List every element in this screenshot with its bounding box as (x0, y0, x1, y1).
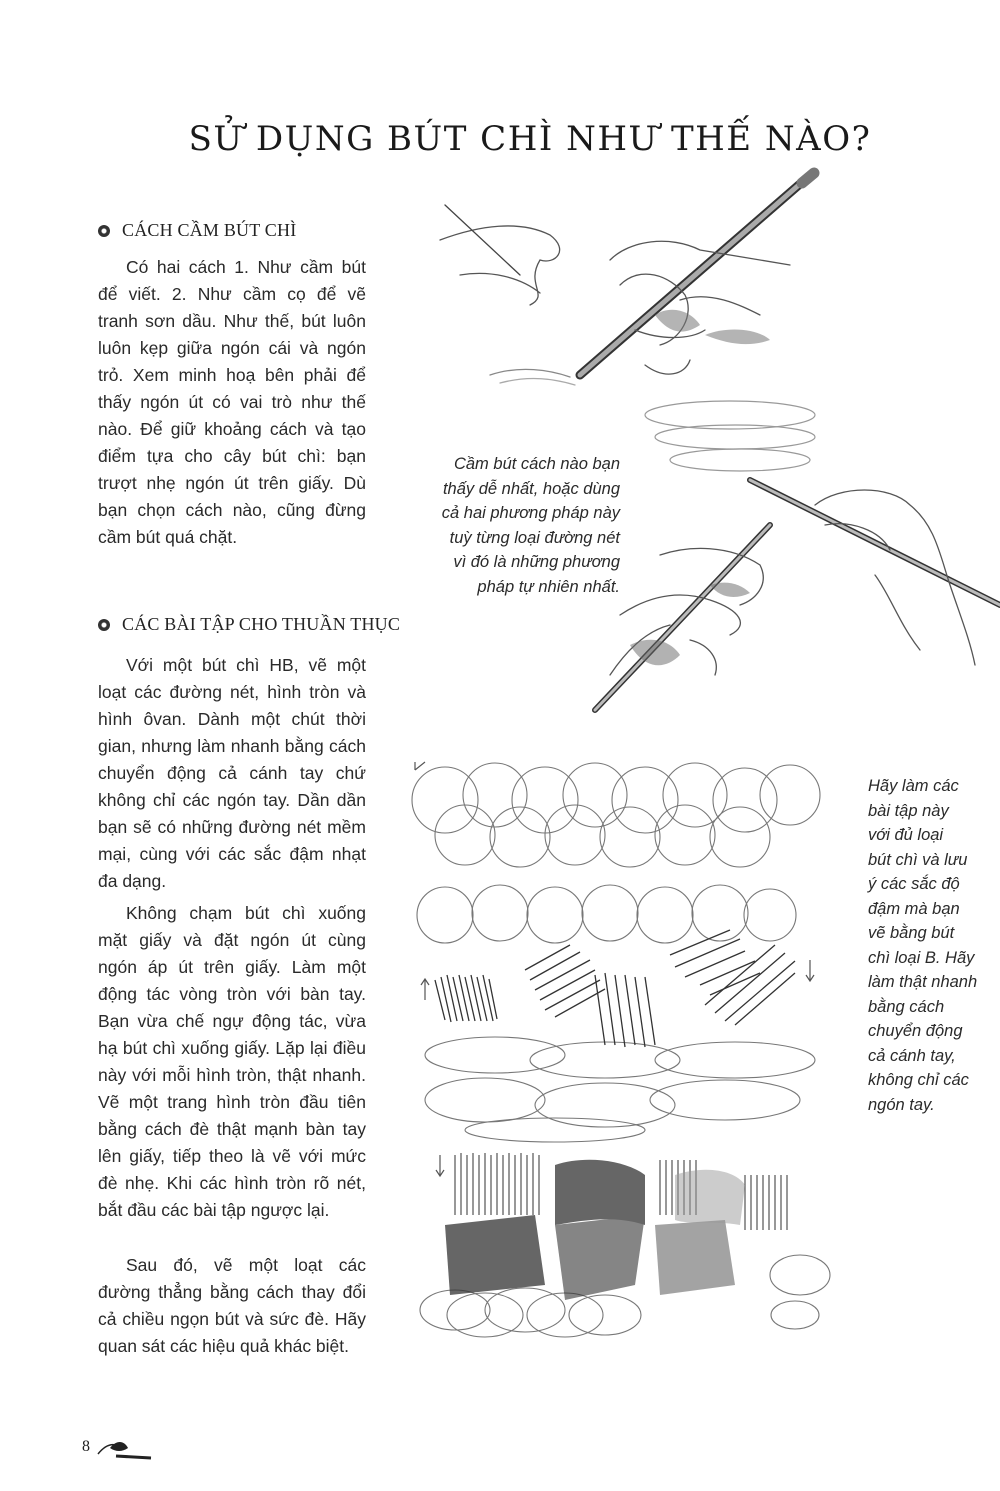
paragraph-holding-pencil: Có hai cách 1. Như cầm bút để viết. 2. Như cầm cọ để vẽ tranh sơn dầu. Như thế, bút luôn luôn kẹp giữa ngón cái và ngón trỏ. Xem minh hoạ bên phải để thấy ngón út có vai trò như thế nào. Để giữ khoảng cách và tạo điểm tựa cho cây bút chì: bạn trượt nhẹ ngón út trên giấy. Dù bạn chọn cách nào, cũng đừng cầm bút quá chặt. (98, 257, 366, 547)
caption-line: với đủ loại (868, 826, 944, 844)
page-number: 8 (82, 1438, 90, 1455)
section-heading-holding-pencil (98, 220, 296, 241)
pencil-ornament-icon (96, 1434, 156, 1464)
caption-line: cả hai phương pháp này (441, 504, 620, 522)
flower-bullet-icon (98, 225, 110, 237)
caption-line: vẽ bằng bút (868, 924, 955, 942)
caption-line: chì loại B. Hãy (868, 948, 975, 967)
caption-line: ý các sắc độ (868, 875, 960, 893)
section-heading-exercises (98, 614, 400, 635)
caption-line: chuyển động (868, 1022, 963, 1040)
caption-line: không chỉ các (868, 1071, 969, 1089)
caption-line: tuỳ từng loại đường nét (449, 528, 620, 547)
circle-and-hatching-exercises-sketch (405, 755, 845, 1345)
heading-text: CÁC BÀI TẬP CHO THUẦN THỤC (122, 614, 401, 634)
caption-line: bằng cách (868, 997, 945, 1016)
heading-text: CÁCH CẦM BÚT CHÌ (122, 220, 297, 240)
caption-line: làm thật nhanh (868, 973, 978, 991)
caption-line: bút chì và lưu (868, 850, 968, 869)
hand-holding-pencil-sketch (430, 165, 830, 395)
caption-line: vì đó là những phương (453, 553, 620, 571)
caption-line: thấy dễ nhất, hoặc dùng (442, 479, 620, 498)
page-title: SỬ DỤNG BÚT CHÌ NHƯ THẾ NÀO? (188, 118, 872, 159)
caption-line: đậm mà bạn (868, 899, 960, 918)
flower-bullet-icon (98, 619, 110, 631)
caption-exercises (868, 774, 993, 1117)
paragraph-exercises-3: Sau đó, vẽ một loạt các đường thẳng bằng cách thay đổi cả chiều ngọn bút và sức đè. Hãy quan sát các hiệu quả khác biệt. (98, 1255, 366, 1356)
caption-line: Hãy làm các (868, 777, 959, 795)
caption-line: cả cánh tay, (868, 1046, 956, 1065)
caption-line: bài tập này (868, 801, 949, 820)
caption-line: pháp tự nhiên nhất. (477, 577, 620, 596)
caption-line: ngón tay. (868, 1095, 935, 1114)
paragraph-exercises-2: Không chạm bút chì xuống mặt giấy và đặt ngón út cùng ngón áp út trên giấy. Làm một động tác vòng tròn với bàn tay. Bạn vừa chế ngự động tác, vừa hạ bút chì xuống giấy. Lặp lại điều này với mỗi hình tròn, thật nhanh. Vẽ một trang hình tròn đầu tiên bằng cách đè thật mạnh bàn tay lên giấy, tiếp theo là vẽ với mức đè nhẹ. Khi các hình tròn rõ nét, bắt đầu các bài tập ngược lại. (98, 903, 366, 1220)
caption-line: Cầm bút cách nào bạn (453, 455, 620, 473)
hand-holding-pencil-like-brush-sketch (590, 465, 1000, 715)
paragraph-exercises-1: Với một bút chì HB, vẽ một loạt các đường nét, hình tròn và hình ôvan. Dành một chút thời gian, nhưng làm nhanh bằng cách chuyển động cả cánh tay chứ không chỉ các ngón tay. Dần dần bạn sẽ có những đường nét mềm mại, cùng với các sắc đậm nhạt đa dạng. (98, 655, 366, 891)
